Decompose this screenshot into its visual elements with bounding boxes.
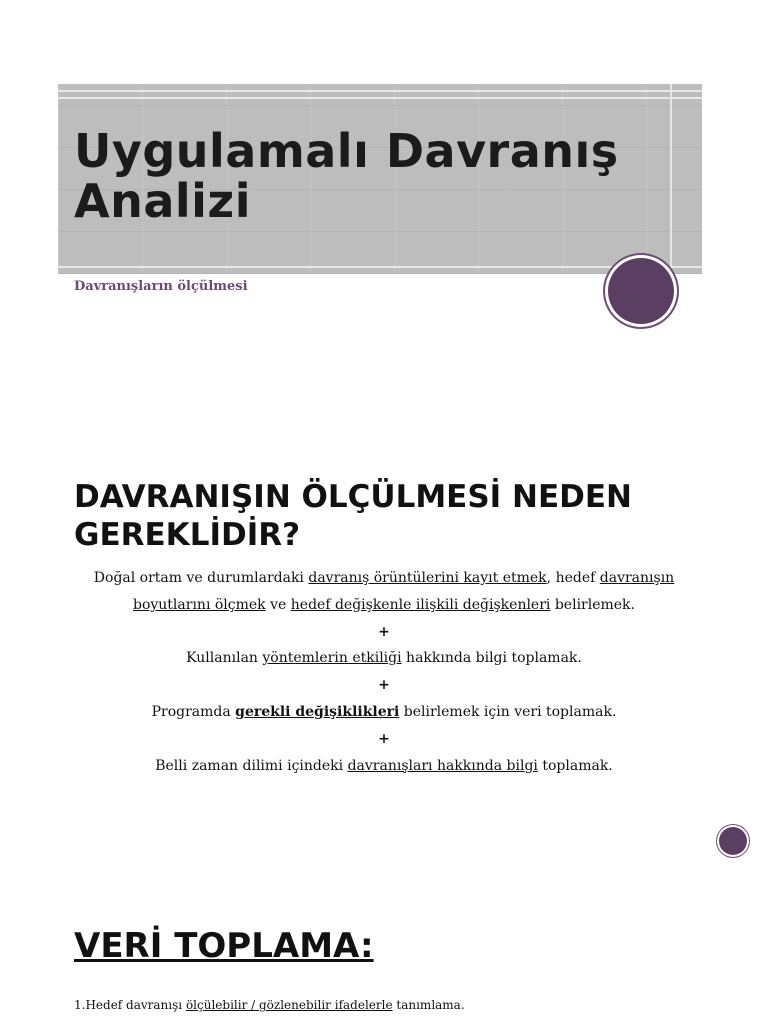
text: , hedef — [546, 570, 600, 586]
band-line — [58, 266, 702, 268]
underlined-text: ölçülebilir / gözlenebilir ifadelerle — [185, 998, 393, 1012]
underlined-text: yöntemlerin etkiliği — [262, 650, 402, 667]
decorative-circle — [608, 258, 674, 324]
bold-underlined-text: gerekli değişiklikleri — [235, 703, 400, 720]
paragraph-1 — [90, 565, 678, 619]
underlined-text: davranışın boyutlarını ölçmek — [132, 570, 675, 613]
section-heading-veri: VERİ TOPLAMA: — [74, 926, 374, 966]
section-heading: DAVRANIŞIN ÖLÇÜLMESİ NEDEN GEREKLİDİR? — [74, 479, 632, 553]
paragraph-4 — [90, 753, 678, 780]
underlined-text: hedef değişkenle ilişkili değişkenleri — [290, 596, 551, 613]
text: 1.Hedef davranışı — [74, 998, 186, 1012]
plus-separator: + — [378, 623, 390, 640]
plus-separator: + — [378, 677, 390, 694]
band-line — [58, 97, 702, 99]
slide-subtitle: Davranışların ölçülmesi — [74, 279, 248, 294]
body-text — [90, 565, 678, 779]
plus-separator: + — [378, 730, 390, 747]
text: Belli zaman dilimi içindeki — [155, 757, 348, 774]
text: ve — [265, 596, 291, 613]
paragraph-3 — [90, 699, 678, 726]
band-line — [58, 90, 702, 92]
text: Programda — [151, 703, 236, 720]
text: hakkında bilgi toplamak. — [401, 650, 582, 667]
text: Kullanılan — [186, 650, 263, 667]
slide-title: Uygulamalı Davranış Analizi — [74, 124, 619, 228]
text: tanımlama. — [392, 998, 465, 1012]
underlined-text: davranışları hakkında bilgi — [347, 757, 538, 774]
decorative-circle-small — [719, 827, 747, 855]
text: belirlemek. — [550, 596, 635, 613]
list-item — [74, 998, 465, 1012]
text: toplamak. — [537, 757, 613, 774]
underlined-text: davranış örüntülerini kayıt etmek — [308, 570, 547, 586]
text: belirlemek için veri toplamak. — [399, 703, 617, 720]
text: Doğal ortam ve durumlardaki — [93, 570, 309, 586]
paragraph-2 — [90, 645, 678, 672]
